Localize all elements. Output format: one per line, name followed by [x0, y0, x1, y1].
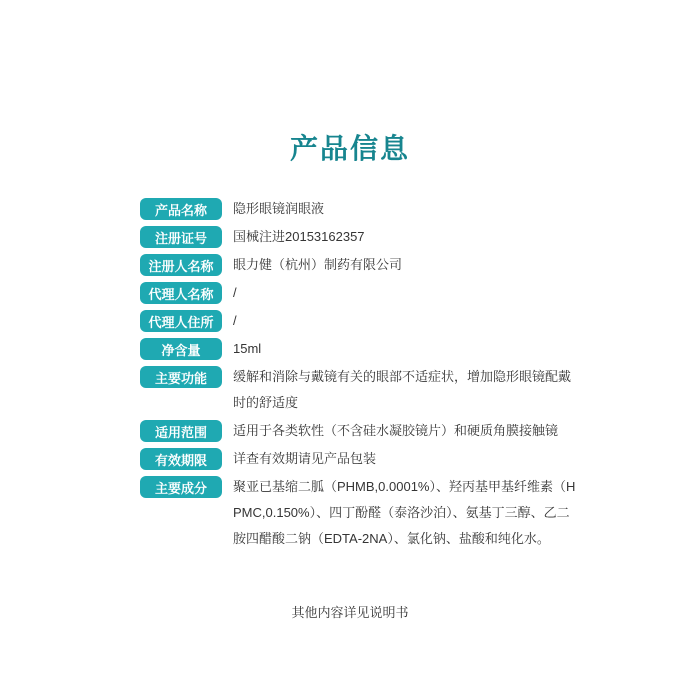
- info-row: [140, 252, 580, 278]
- info-row: [140, 446, 580, 472]
- field-label-badge: 产品名称: [140, 198, 222, 220]
- field-value: 15ml: [233, 341, 262, 356]
- info-row: [140, 308, 580, 334]
- field-label-badge: 主要功能: [140, 366, 222, 388]
- field-label-badge: 有效期限: [140, 448, 222, 470]
- info-row: [140, 418, 580, 444]
- field-value: /: [233, 285, 237, 300]
- field-value: 详查有效期请见产品包装: [233, 451, 377, 466]
- footer-note: 其他内容详见说明书: [291, 605, 409, 620]
- field-label-badge: 代理人住所: [140, 310, 222, 332]
- field-value: /: [233, 313, 237, 328]
- info-row: [140, 196, 580, 222]
- info-row: [140, 364, 580, 416]
- info-row: [140, 280, 580, 306]
- field-value: 适用于各类软性（不含硅水凝胶镜片）和硬质角膜接触镜: [233, 423, 559, 438]
- field-label-badge: 净含量: [140, 338, 222, 360]
- field-label-badge: 代理人名称: [140, 282, 222, 304]
- field-value: 聚亚已基缩二胍（PHMB,0.0001%）、羟丙基甲基纤维素（HPMC,0.150%）、四丁酚醛（泰洛沙泊）、氨基丁三醇、乙二胺四醋酸二钠（EDTA-2NA）、氯化钠、盐酸和纯化水。: [233, 479, 576, 546]
- product-info-list: [140, 196, 580, 554]
- field-label-badge: 注册人名称: [140, 254, 222, 276]
- field-value: 隐形眼镜润眼液: [233, 201, 325, 216]
- field-value: 缓解和消除与戴镜有关的眼部不适症状，增加隐形眼镜配戴时的舒适度: [233, 369, 572, 410]
- field-label-badge: 注册证号: [140, 226, 222, 248]
- field-label-badge: 适用范围: [140, 420, 222, 442]
- info-row: [140, 224, 580, 250]
- field-value: 眼力健（杭州）制药有限公司: [233, 257, 403, 272]
- field-label-badge: 主要成分: [140, 476, 222, 498]
- page-title: 产品信息: [289, 133, 410, 164]
- info-row: [140, 336, 580, 362]
- info-row: [140, 474, 580, 552]
- field-value: 国械注进20153162357: [233, 229, 365, 244]
